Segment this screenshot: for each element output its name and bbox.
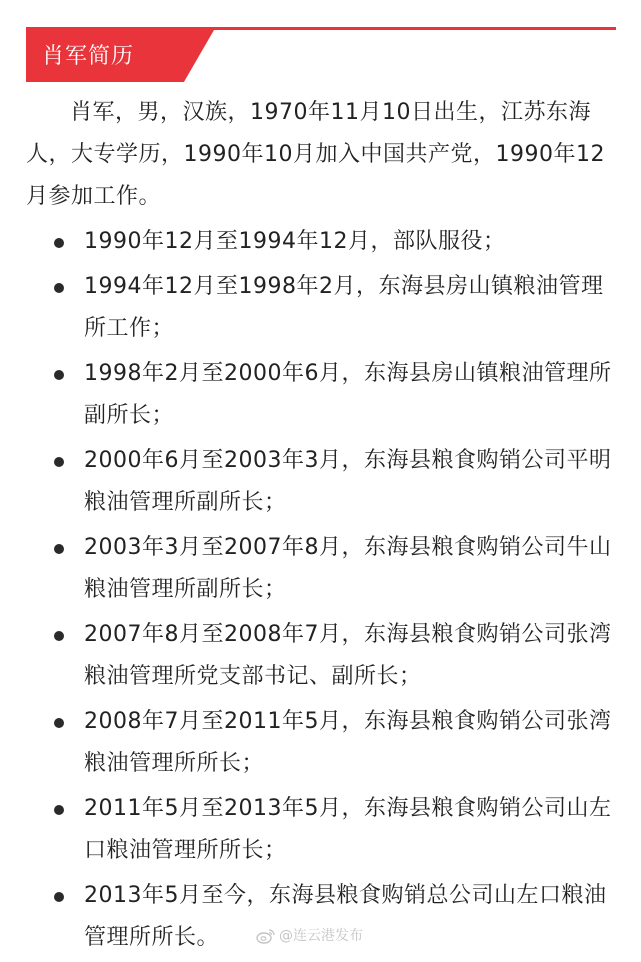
career-item: [26, 527, 618, 611]
career-item-text: 1990年12月至1994年12月，部队服役；: [84, 229, 506, 254]
resume-body: [26, 92, 618, 962]
section-title: 肖军简历: [42, 44, 135, 69]
career-item-text: 2003年3月至2007年8月，东海县粮食购销公司牛山粮油管理所副所长；: [84, 535, 612, 602]
career-item-text: 1998年2月至2000年6月，东海县房山镇粮油管理所副所长；: [84, 361, 612, 428]
career-item: [26, 440, 618, 524]
bullet-dot-icon: [54, 370, 64, 380]
intro-paragraph: 肖军，男，汉族，1970年11月10日出生，江苏东海人，大专学历，1990年10月加入中国共产党，1990年12月参加工作。: [26, 100, 605, 209]
bullet-dot-icon: [54, 718, 64, 728]
bullet-dot-icon: [54, 457, 64, 467]
career-item: [26, 353, 618, 437]
career-item: [26, 875, 618, 959]
career-item: [26, 266, 618, 350]
bullet-dot-icon: [54, 805, 64, 815]
bullet-dot-icon: [54, 283, 64, 293]
career-item: [26, 614, 618, 698]
career-item: [26, 221, 618, 263]
weibo-icon: [256, 928, 276, 944]
career-item-text: 2013年5月至今，东海县粮食购销总公司山左口粮油管理所所长。: [84, 883, 607, 950]
career-item-text: 1994年12月至1998年2月，东海县房山镇粮油管理所工作；: [84, 274, 604, 341]
bullet-dot-icon: [54, 544, 64, 554]
career-item-text: 2011年5月至2013年5月，东海县粮食购销公司山左口粮油管理所所长；: [84, 796, 612, 863]
bullet-dot-icon: [54, 238, 64, 248]
career-item-text: 2007年8月至2008年7月，东海县粮食购销公司张湾粮油管理所党支部书记、副所长；: [84, 622, 612, 689]
bullet-dot-icon: [54, 892, 64, 902]
career-item-text: 2008年7月至2011年5月，东海县粮食购销公司张湾粮油管理所所长；: [84, 709, 612, 776]
bullet-dot-icon: [54, 631, 64, 641]
watermark-text: @连云港发布: [279, 928, 363, 944]
career-item: [26, 701, 618, 785]
source-watermark: [256, 926, 363, 946]
career-item-text: 2000年6月至2003年3月，东海县粮食购销公司平明粮油管理所副所长；: [84, 448, 612, 515]
career-item: [26, 788, 618, 872]
career-list: [26, 221, 618, 959]
header-rule: [26, 27, 616, 30]
